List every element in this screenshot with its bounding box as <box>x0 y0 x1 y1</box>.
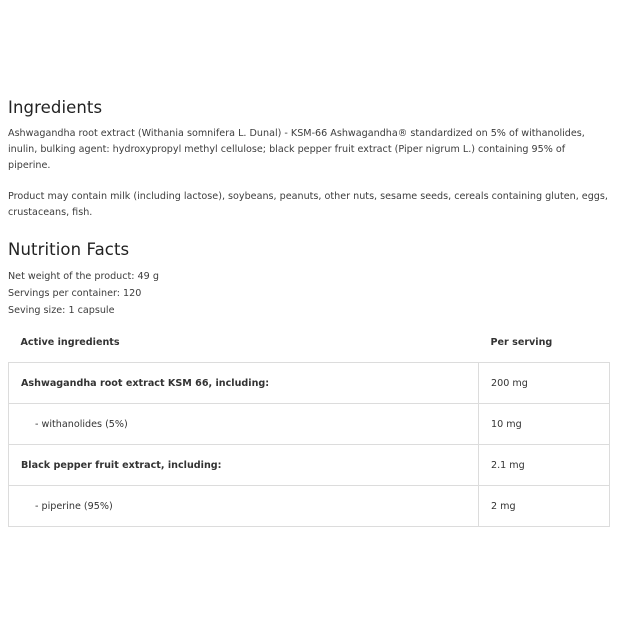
ingredient-name: Black pepper fruit extract, including: <box>9 445 479 486</box>
header-active-ingredients: Active ingredients <box>20 336 120 348</box>
ingredient-amount: 2.1 mg <box>479 445 610 486</box>
ingredient-name: Ashwagandha root extract KSM 66, including: <box>9 363 479 404</box>
ingredient-name: - piperine (95%) <box>9 486 479 527</box>
product-info <box>8 98 610 527</box>
header-per-serving: Per serving <box>490 336 553 348</box>
serving-size: Seving size: 1 capsule <box>8 305 115 316</box>
ingredient-amount: 200 mg <box>479 363 610 404</box>
table-row <box>9 486 610 527</box>
ingredient-amount: 10 mg <box>479 404 610 445</box>
table-header-row <box>9 322 610 363</box>
allergen-warning: Product may contain milk (including lactose), soybeans, peanuts, other nuts, sesame seeds, cereals containing gluten, eggs, crustaceans, fish. <box>8 191 608 218</box>
table-row <box>9 445 610 486</box>
nutrition-table <box>8 322 610 527</box>
ingredients-composition: Ashwagandha root extract (Withania somnifera L. Dunal) - KSM-66 Ashwagandha® standardized on 5% of withanolides, inulin, bulking agent: hydroxypropyl methyl cellulose; black pepper fruit extract (Piper nigrum L.) containing 95% of piperine. <box>8 128 585 171</box>
nutrition-heading: Nutrition Facts <box>8 240 130 259</box>
table-row <box>9 404 610 445</box>
ingredient-name: - withanolides (5%) <box>9 404 479 445</box>
net-weight: Net weight of the product: 49 g <box>8 271 159 282</box>
ingredient-amount: 2 mg <box>479 486 610 527</box>
ingredients-heading: Ingredients <box>8 98 103 117</box>
servings-per-container: Servings per container: 120 <box>8 288 142 299</box>
table-row <box>9 363 610 404</box>
